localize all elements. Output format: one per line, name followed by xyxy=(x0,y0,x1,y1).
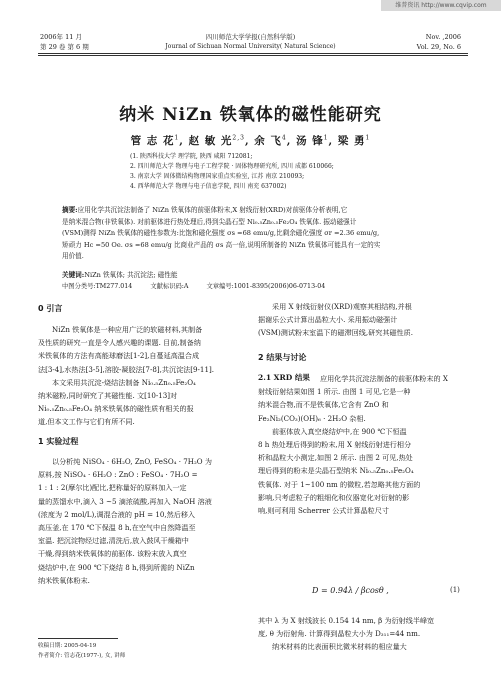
footnote-rule xyxy=(38,638,118,639)
affiliation: 3. 南京大学 固体微结构物理国家重点实验室, 江苏 南京 210093; xyxy=(130,173,305,180)
text-line: 应用化学共沉淀法制备的前驱体粉末的 X xyxy=(320,374,448,383)
author: 余 飞$^4$ xyxy=(254,134,287,147)
text-line: 以分析纯 NiSO₄ · 6H₂O, ZnO, FeSO₄ · 7H₂O 为 xyxy=(52,457,212,466)
text-line: 本文采用共沉淀-烧结法制备 Ni₀.₅Zn₀.₅Fe₂O₄ xyxy=(52,377,196,387)
text-line: 析和晶粒大小测定,如图 2 所示. 由图 2 可见,热处 xyxy=(258,453,413,463)
text-line: 8 h 热处理后得到的粉末,用 X 射线衍射进行相分 xyxy=(258,440,412,450)
abstract-label: 摘要: xyxy=(62,206,78,214)
text-line: NiZn 铁氧体是一种应用广泛的软磁材料,其制备 xyxy=(52,325,203,334)
text-line: 前驱体放入真空烧结炉中,在 900 ℃下恒温 xyxy=(272,426,407,436)
text-line: 响,则可利用 Scherrer 公式计算晶粒尺寸 xyxy=(258,506,389,516)
text-line: 射线衍射结果如图 1 所示. 由图 1 可见,它是一种 xyxy=(258,387,411,397)
text-line: 1 : 1 : 2(摩尔比)配比,把称量好的原料加入一定 xyxy=(38,483,187,493)
text-line: 铁氧体. 对于 1~100 nm 的微粒,若忽略其他方面的 xyxy=(258,479,421,489)
text-line: 据谢乐公式计算出晶粒大小. 采用振动磁强计 xyxy=(258,315,398,325)
xrd-paragraph xyxy=(258,372,464,517)
article-number: 文章编号:1001-8395(2006)06-0713-04 xyxy=(206,283,326,290)
text-line: 原料,按 NiSO₄ · 6H₂O : ZnO : FeSO₄ · 7H₂O = xyxy=(38,470,198,480)
intro-body xyxy=(38,323,244,429)
text-line: 烧结炉中,在 900 ℃下烧结 8 h,得到所需的 NiZn xyxy=(38,562,195,572)
text-line: Ni₀.₅Zn₀.₅Fe₂O₄ 纳米铁氧体的磁性质有相关的报 xyxy=(38,404,194,414)
section-heading-intro: 0 引言 xyxy=(38,304,63,313)
section-heading-results: 2 结果与讨论 xyxy=(258,353,307,362)
keywords-label: 关键词: xyxy=(62,271,85,279)
abstract-line: 用价值. xyxy=(62,252,84,260)
received-date: 收稿日期: 2005-04-19 xyxy=(38,643,97,649)
abstract-line: 应用化学共沉淀法制备了 NiZn 铁氧体的前驱体粉末,X 射线衍射(XRD)对前驱体分析表明,它 xyxy=(77,206,348,214)
text-line: 纳米材料的比表面积比微米材料的相应量大 xyxy=(272,642,407,652)
keywords-text: NiZn 铁氧体; 共沉淀法; 磁性能 xyxy=(84,271,178,279)
header-date: 2006年 11 月 xyxy=(40,33,82,41)
header-journal-en: Journal of Sichuan Normal University( Natural Science) xyxy=(165,43,336,50)
header-rule-2 xyxy=(38,55,468,56)
keywords xyxy=(62,269,442,279)
experiment-body xyxy=(38,455,244,587)
text-line: 道,但本文工作与它们有所不同. xyxy=(38,417,135,427)
abstract-line: 是纳米混合物(非铁氧体). 对前驱体进行热处理后,得到尖晶石型 Ni₀.₅Zn₀.₅Fe₂O₄ 铁氧体. 振动磁强计 xyxy=(62,217,357,226)
header-rule xyxy=(38,53,468,54)
text-line: 度, θ 为衍射角. 计算得到晶粒大小为 D₃₁₁=44 nm. xyxy=(258,629,421,639)
watermark-banner: 维普资讯 http://www.cqvip.com xyxy=(381,0,501,11)
abstract-line: 矫顽力 Hc =50 Oe. σs =68 emu/g 比商业产品的 σs 高一倍,说明所制备的 NiZn 铁氧体可能具有一定的实 xyxy=(62,240,381,249)
scherrer-formula: D = 0.94λ / βcosθ , xyxy=(312,586,389,595)
text-line: (VSM)测试粉末室温下的磁滞回线,研究其磁性质. xyxy=(258,328,413,338)
text-line: 纳米磁粉,同时研究了其磁性能. 文[10-13]对 xyxy=(38,391,178,401)
clc-number: 中图分类号:TM277.014 xyxy=(62,283,133,290)
author-list: 管 志 花$^1$, 赵 敏 光$^{2,3}$, 余 飞$^4$, 汤 锋$^1$, 梁 勇$^1$ xyxy=(130,134,371,147)
author-bio: 作者简介: 管志花(1977-), 女, 讲师 xyxy=(38,653,126,659)
text-line: 高压釜,在 170 ℃下保温 8 h,在空气中自然降温至 xyxy=(38,523,196,533)
author: 梁 勇$^1$ xyxy=(337,134,371,147)
text-line: (浓度为 2 mol/L),调混合液的 pH = 10,然后移入 xyxy=(38,509,196,519)
header-journal-cn: 四川师范大学学报(自然科学版) xyxy=(205,33,296,41)
text-line: 干燥,得到纳米铁氧体的前驱体. 该粉末放入真空 xyxy=(38,549,187,559)
method-paragraph xyxy=(258,300,464,340)
text-line: 影响,只考虑粒子的粗细化和仪器宽化对衍射的影 xyxy=(258,492,410,502)
document-code: 文献标识码:A xyxy=(150,283,189,290)
article-title: 纳米 NiZn 铁氧体的磁性能研究 xyxy=(119,105,382,125)
affiliation: (1. 陕西科技大学 理学院, 陕西 咸阳 712081; xyxy=(130,153,253,160)
formula-number: (1) xyxy=(450,586,460,594)
author: 赵 敏 光$^{2,3}$ xyxy=(188,134,245,147)
abstract xyxy=(62,205,442,263)
text-line: 米铁氧体的方法有高能球磨法[1-2],自蔓延高温合成 xyxy=(38,351,200,361)
author: 汤 锋$^1$ xyxy=(296,134,329,147)
formula-explanation xyxy=(258,614,464,654)
text-line: Fe₂Ni₂(CO₃)(OH)₆ · 2H₂O 杂相. xyxy=(258,413,366,423)
header-issue-date: Nov. ,2006 xyxy=(425,33,461,41)
text-line: 纳米铁氧体粉末. xyxy=(38,575,90,585)
text-line: 室温. 把沉淀物经过滤,清洗后,放入鼓风干燥箱中 xyxy=(38,536,189,546)
text-line: 及性质的研究一直是令人感兴趣的课题. 目前,制备纳 xyxy=(38,338,201,348)
text-line: 其中 λ 为 X 射线波长 0.154 14 nm, β 为衍射线半峰宽 xyxy=(258,616,435,625)
section-heading-experiment: 1 实验过程 xyxy=(38,437,79,446)
header-volume-en: Vol. 29, No. 6 xyxy=(416,43,461,51)
text-line: 纳米混合物,而不是铁氧体,它含有 ZnO 和 xyxy=(258,400,389,410)
header-volume-cn: 第 29 卷 第 6 期 xyxy=(40,43,89,51)
affiliation: 2. 四川师范大学 物理与电子工程学院 · 固体物理研究所, 四川 成都 610066; xyxy=(130,163,334,170)
text-line: 法[3-4],水热法[3-5],溶胶-凝胶法[7-8],共沉淀法[9-11]. xyxy=(38,364,214,374)
abstract-line: (VSM)测得 NiZn 铁氧体的磁性参数为:比饱和磁化强度 σs =68 emu/g,比剩余磁化强度 σr =2.36 emu/g, xyxy=(62,229,380,237)
subsection-heading-xrd: 2.1 XRD 结果 xyxy=(258,373,310,382)
affiliation: 4. 西华师范大学 物理与电子信息学院, 四川 南充 637002) xyxy=(130,183,287,190)
text-line: 量的蒸馏水中,滴入 3 ~5 滴浓硫酸,再加入 NaOH 溶液 xyxy=(38,496,212,506)
text-line: 理后得到的粉末是尖晶石型纳米 Ni₀.₅Zn₀.₅Fe₂O₄ xyxy=(258,466,414,476)
classification-line xyxy=(62,281,442,290)
text-line: 采用 X 射线衍射仪(XRD)观察其相结构,并根 xyxy=(272,302,412,311)
author: 管 志 花$^1$ xyxy=(130,134,180,147)
